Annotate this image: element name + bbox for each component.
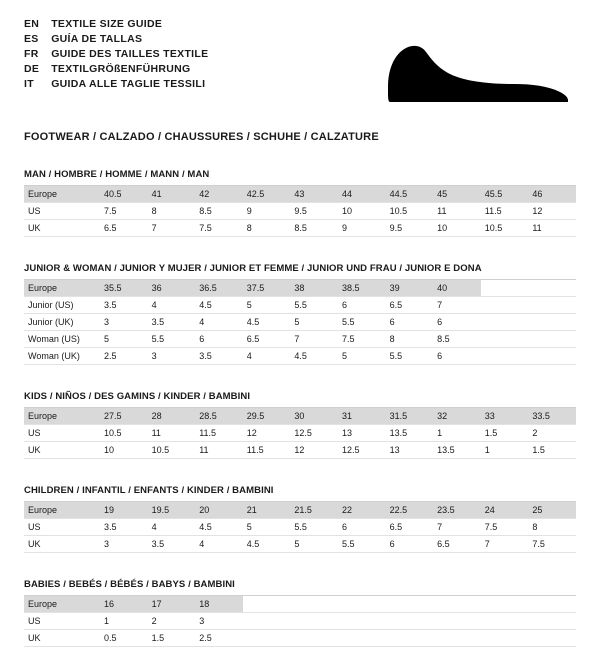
size-cell: 6 bbox=[338, 519, 386, 536]
size-cell: 25 bbox=[528, 502, 576, 519]
empty-cell bbox=[481, 297, 529, 314]
empty-cell bbox=[243, 613, 291, 630]
row-label: US bbox=[24, 613, 100, 630]
table-row bbox=[24, 348, 576, 365]
size-cell: 3 bbox=[148, 348, 196, 365]
size-cell: 10.5 bbox=[481, 220, 529, 237]
size-cell: 8.5 bbox=[433, 331, 481, 348]
size-cell: 4 bbox=[148, 297, 196, 314]
size-cell: 19 bbox=[100, 502, 148, 519]
size-cell: 21 bbox=[243, 502, 291, 519]
size-cell: 9.5 bbox=[386, 220, 434, 237]
size-cell: 6.5 bbox=[386, 297, 434, 314]
table-row bbox=[24, 220, 576, 237]
size-cell: 13.5 bbox=[433, 442, 481, 459]
row-label: Europe bbox=[24, 408, 100, 425]
language-row bbox=[24, 48, 208, 63]
empty-cell bbox=[528, 280, 576, 297]
table-row bbox=[24, 536, 576, 553]
size-cell: 13.5 bbox=[386, 425, 434, 442]
size-table bbox=[24, 502, 576, 553]
language-row bbox=[24, 33, 208, 48]
size-cell: 43 bbox=[290, 186, 338, 203]
size-cell: 6 bbox=[386, 536, 434, 553]
size-cell: 5.5 bbox=[386, 348, 434, 365]
size-cell: 12.5 bbox=[290, 425, 338, 442]
size-group bbox=[24, 391, 576, 459]
language-row bbox=[24, 78, 208, 93]
size-cell: 27.5 bbox=[100, 408, 148, 425]
size-cell: 4.5 bbox=[243, 314, 291, 331]
size-cell: 11 bbox=[195, 442, 243, 459]
size-cell: 10.5 bbox=[386, 203, 434, 220]
empty-cell bbox=[433, 596, 481, 613]
table-row bbox=[24, 280, 576, 297]
size-cell: 3.5 bbox=[148, 536, 196, 553]
size-cell: 24 bbox=[481, 502, 529, 519]
empty-cell bbox=[481, 630, 529, 647]
size-cell: 5 bbox=[243, 519, 291, 536]
size-group-title: CHILDREN / INFANTIL / ENFANTS / KINDER / BAMBINI bbox=[24, 485, 576, 502]
size-cell: 33 bbox=[481, 408, 529, 425]
size-cell: 6 bbox=[386, 314, 434, 331]
table-row bbox=[24, 203, 576, 220]
table-row bbox=[24, 630, 576, 647]
table-row bbox=[24, 502, 576, 519]
size-cell: 37.5 bbox=[243, 280, 291, 297]
row-label: Europe bbox=[24, 186, 100, 203]
size-group bbox=[24, 263, 576, 365]
language-title: GUÍA DE TALLAS bbox=[51, 33, 143, 45]
size-cell: 0.5 bbox=[100, 630, 148, 647]
size-cell: 5.5 bbox=[148, 331, 196, 348]
size-cell: 7 bbox=[433, 519, 481, 536]
size-cell: 28.5 bbox=[195, 408, 243, 425]
size-cell: 4.5 bbox=[243, 536, 291, 553]
language-code: ES bbox=[24, 33, 39, 45]
size-cell: 11.5 bbox=[243, 442, 291, 459]
size-cell: 18 bbox=[195, 596, 243, 613]
size-cell: 17 bbox=[148, 596, 196, 613]
size-cell: 33.5 bbox=[528, 408, 576, 425]
size-cell: 7.5 bbox=[195, 220, 243, 237]
empty-cell bbox=[528, 314, 576, 331]
size-cell: 40.5 bbox=[100, 186, 148, 203]
size-cell: 12 bbox=[243, 425, 291, 442]
size-cell: 6.5 bbox=[243, 331, 291, 348]
size-table bbox=[24, 280, 576, 365]
empty-cell bbox=[528, 297, 576, 314]
size-cell: 1.5 bbox=[148, 630, 196, 647]
size-cell: 31 bbox=[338, 408, 386, 425]
size-cell: 28 bbox=[148, 408, 196, 425]
language-row bbox=[24, 18, 208, 33]
row-label: Woman (US) bbox=[24, 331, 100, 348]
size-cell: 11.5 bbox=[481, 203, 529, 220]
row-label: UK bbox=[24, 220, 100, 237]
size-group bbox=[24, 485, 576, 553]
empty-cell bbox=[290, 596, 338, 613]
size-cell: 6 bbox=[338, 297, 386, 314]
size-cell: 8.5 bbox=[290, 220, 338, 237]
size-cell: 10 bbox=[433, 220, 481, 237]
document-header bbox=[24, 18, 576, 114]
size-cell: 35.5 bbox=[100, 280, 148, 297]
size-cell: 2 bbox=[148, 613, 196, 630]
table-row bbox=[24, 186, 576, 203]
size-cell: 5.5 bbox=[338, 314, 386, 331]
size-cell: 4.5 bbox=[290, 348, 338, 365]
size-cell: 1.5 bbox=[481, 425, 529, 442]
empty-cell bbox=[433, 613, 481, 630]
size-cell: 7 bbox=[481, 536, 529, 553]
row-label: UK bbox=[24, 630, 100, 647]
size-cell: 10 bbox=[100, 442, 148, 459]
empty-cell bbox=[290, 613, 338, 630]
size-cell: 42.5 bbox=[243, 186, 291, 203]
size-group bbox=[24, 579, 576, 647]
size-cell: 39 bbox=[386, 280, 434, 297]
empty-cell bbox=[528, 630, 576, 647]
size-cell: 32 bbox=[433, 408, 481, 425]
size-cell: 1 bbox=[481, 442, 529, 459]
size-cell: 4.5 bbox=[195, 297, 243, 314]
size-cell: 22.5 bbox=[386, 502, 434, 519]
row-label: US bbox=[24, 425, 100, 442]
row-label: Europe bbox=[24, 502, 100, 519]
language-row bbox=[24, 63, 208, 78]
size-cell: 10.5 bbox=[100, 425, 148, 442]
table-row bbox=[24, 331, 576, 348]
table-row bbox=[24, 596, 576, 613]
size-cell: 5.5 bbox=[290, 519, 338, 536]
size-cell: 1 bbox=[100, 613, 148, 630]
size-cell: 11 bbox=[148, 425, 196, 442]
empty-cell bbox=[338, 613, 386, 630]
size-cell: 10 bbox=[338, 203, 386, 220]
size-table bbox=[24, 596, 576, 647]
table-row bbox=[24, 425, 576, 442]
size-cell: 7.5 bbox=[100, 203, 148, 220]
size-cell: 6 bbox=[195, 331, 243, 348]
size-cell: 11 bbox=[433, 203, 481, 220]
empty-cell bbox=[338, 630, 386, 647]
size-cell: 13 bbox=[386, 442, 434, 459]
language-title: TEXTILE SIZE GUIDE bbox=[51, 18, 163, 30]
size-cell: 44.5 bbox=[386, 186, 434, 203]
empty-cell bbox=[481, 613, 529, 630]
size-cell: 5 bbox=[243, 297, 291, 314]
empty-cell bbox=[433, 630, 481, 647]
size-cell: 1.5 bbox=[528, 442, 576, 459]
size-group-title: MAN / HOMBRE / HOMME / MANN / MAN bbox=[24, 169, 576, 186]
language-title: GUIDE DES TAILLES TEXTILE bbox=[51, 48, 209, 60]
size-cell: 3.5 bbox=[100, 297, 148, 314]
size-cell: 5 bbox=[290, 536, 338, 553]
row-label: US bbox=[24, 203, 100, 220]
empty-cell bbox=[528, 596, 576, 613]
size-cell: 5.5 bbox=[290, 297, 338, 314]
size-cell: 6.5 bbox=[100, 220, 148, 237]
language-code: DE bbox=[24, 63, 40, 75]
row-label: UK bbox=[24, 442, 100, 459]
language-title: GUIDA ALLE TAGLIE TESSILI bbox=[51, 78, 206, 90]
size-group bbox=[24, 169, 576, 237]
table-row bbox=[24, 519, 576, 536]
size-cell: 9.5 bbox=[290, 203, 338, 220]
size-cell: 23.5 bbox=[433, 502, 481, 519]
size-cell: 45.5 bbox=[481, 186, 529, 203]
size-cell: 19.5 bbox=[148, 502, 196, 519]
size-group-title: JUNIOR & WOMAN / JUNIOR Y MUJER / JUNIOR ET FEMME / JUNIOR UND FRAU / JUNIOR E DONA bbox=[24, 263, 576, 280]
size-cell: 31.5 bbox=[386, 408, 434, 425]
size-cell: 30 bbox=[290, 408, 338, 425]
empty-cell bbox=[481, 280, 529, 297]
empty-cell bbox=[338, 596, 386, 613]
size-cell: 3 bbox=[100, 314, 148, 331]
table-row bbox=[24, 297, 576, 314]
size-group-title: KIDS / NIÑOS / DES GAMINS / KINDER / BAMBINI bbox=[24, 391, 576, 408]
size-cell: 8 bbox=[528, 519, 576, 536]
size-cell: 2 bbox=[528, 425, 576, 442]
size-cell: 36.5 bbox=[195, 280, 243, 297]
empty-cell bbox=[528, 348, 576, 365]
empty-cell bbox=[386, 613, 434, 630]
size-cell: 6.5 bbox=[433, 536, 481, 553]
size-cell: 12.5 bbox=[338, 442, 386, 459]
size-cell: 6 bbox=[433, 348, 481, 365]
table-row bbox=[24, 408, 576, 425]
size-cell: 16 bbox=[100, 596, 148, 613]
size-cell: 8.5 bbox=[195, 203, 243, 220]
table-row bbox=[24, 442, 576, 459]
size-cell: 46 bbox=[528, 186, 576, 203]
empty-cell bbox=[481, 596, 529, 613]
size-cell: 13 bbox=[338, 425, 386, 442]
size-cell: 44 bbox=[338, 186, 386, 203]
language-title-rows bbox=[24, 18, 208, 93]
language-title-table bbox=[24, 18, 208, 93]
size-groups-container bbox=[24, 169, 576, 647]
empty-cell bbox=[481, 331, 529, 348]
row-label: Junior (UK) bbox=[24, 314, 100, 331]
row-label: Woman (UK) bbox=[24, 348, 100, 365]
empty-cell bbox=[528, 331, 576, 348]
size-cell: 22 bbox=[338, 502, 386, 519]
size-cell: 4.5 bbox=[195, 519, 243, 536]
footwear-section-heading: FOOTWEAR / CALZADO / CHAUSSURES / SCHUHE / CALZATURE bbox=[24, 131, 379, 143]
size-cell: 7 bbox=[148, 220, 196, 237]
size-cell: 6 bbox=[433, 314, 481, 331]
dress-shoe-icon bbox=[380, 42, 570, 104]
size-cell: 10.5 bbox=[148, 442, 196, 459]
row-label: US bbox=[24, 519, 100, 536]
size-cell: 8 bbox=[386, 331, 434, 348]
size-cell: 11.5 bbox=[195, 425, 243, 442]
size-cell: 4 bbox=[195, 536, 243, 553]
row-label: Junior (US) bbox=[24, 297, 100, 314]
size-cell: 45 bbox=[433, 186, 481, 203]
table-row bbox=[24, 314, 576, 331]
language-code: IT bbox=[24, 78, 34, 90]
size-cell: 38.5 bbox=[338, 280, 386, 297]
empty-cell bbox=[386, 596, 434, 613]
size-cell: 5 bbox=[338, 348, 386, 365]
size-table bbox=[24, 186, 576, 237]
size-cell: 4 bbox=[148, 519, 196, 536]
size-cell: 1 bbox=[433, 425, 481, 442]
empty-cell bbox=[290, 630, 338, 647]
empty-cell bbox=[243, 630, 291, 647]
size-cell: 3 bbox=[100, 536, 148, 553]
size-cell: 9 bbox=[243, 203, 291, 220]
size-cell: 3 bbox=[195, 613, 243, 630]
size-cell: 7.5 bbox=[481, 519, 529, 536]
size-cell: 20 bbox=[195, 502, 243, 519]
size-cell: 7 bbox=[290, 331, 338, 348]
size-cell: 2.5 bbox=[195, 630, 243, 647]
size-cell: 3.5 bbox=[148, 314, 196, 331]
size-cell: 2.5 bbox=[100, 348, 148, 365]
size-cell: 4 bbox=[243, 348, 291, 365]
size-cell: 9 bbox=[338, 220, 386, 237]
size-cell: 12 bbox=[528, 203, 576, 220]
size-cell: 7 bbox=[433, 297, 481, 314]
size-cell: 40 bbox=[433, 280, 481, 297]
size-cell: 29.5 bbox=[243, 408, 291, 425]
empty-cell bbox=[243, 596, 291, 613]
language-title: TEXTILGRÖßENFÜHRUNG bbox=[51, 63, 191, 75]
language-code: EN bbox=[24, 18, 40, 30]
size-cell: 7.5 bbox=[338, 331, 386, 348]
size-cell: 21.5 bbox=[290, 502, 338, 519]
row-label: Europe bbox=[24, 280, 100, 297]
size-cell: 5 bbox=[290, 314, 338, 331]
size-table bbox=[24, 408, 576, 459]
size-cell: 38 bbox=[290, 280, 338, 297]
size-cell: 36 bbox=[148, 280, 196, 297]
size-cell: 8 bbox=[148, 203, 196, 220]
empty-cell bbox=[528, 613, 576, 630]
size-cell: 4 bbox=[195, 314, 243, 331]
size-cell: 7.5 bbox=[528, 536, 576, 553]
size-cell: 3.5 bbox=[195, 348, 243, 365]
language-code: FR bbox=[24, 48, 39, 60]
size-cell: 5.5 bbox=[338, 536, 386, 553]
empty-cell bbox=[481, 348, 529, 365]
row-label: Europe bbox=[24, 596, 100, 613]
table-row bbox=[24, 613, 576, 630]
size-cell: 12 bbox=[290, 442, 338, 459]
size-cell: 3.5 bbox=[100, 519, 148, 536]
size-cell: 41 bbox=[148, 186, 196, 203]
size-cell: 5 bbox=[100, 331, 148, 348]
empty-cell bbox=[481, 314, 529, 331]
size-cell: 6.5 bbox=[386, 519, 434, 536]
size-cell: 42 bbox=[195, 186, 243, 203]
size-cell: 11 bbox=[528, 220, 576, 237]
size-cell: 8 bbox=[243, 220, 291, 237]
empty-cell bbox=[386, 630, 434, 647]
row-label: UK bbox=[24, 536, 100, 553]
size-group-title: BABIES / BEBÉS / BÉBÉS / BABYS / BAMBINI bbox=[24, 579, 576, 596]
